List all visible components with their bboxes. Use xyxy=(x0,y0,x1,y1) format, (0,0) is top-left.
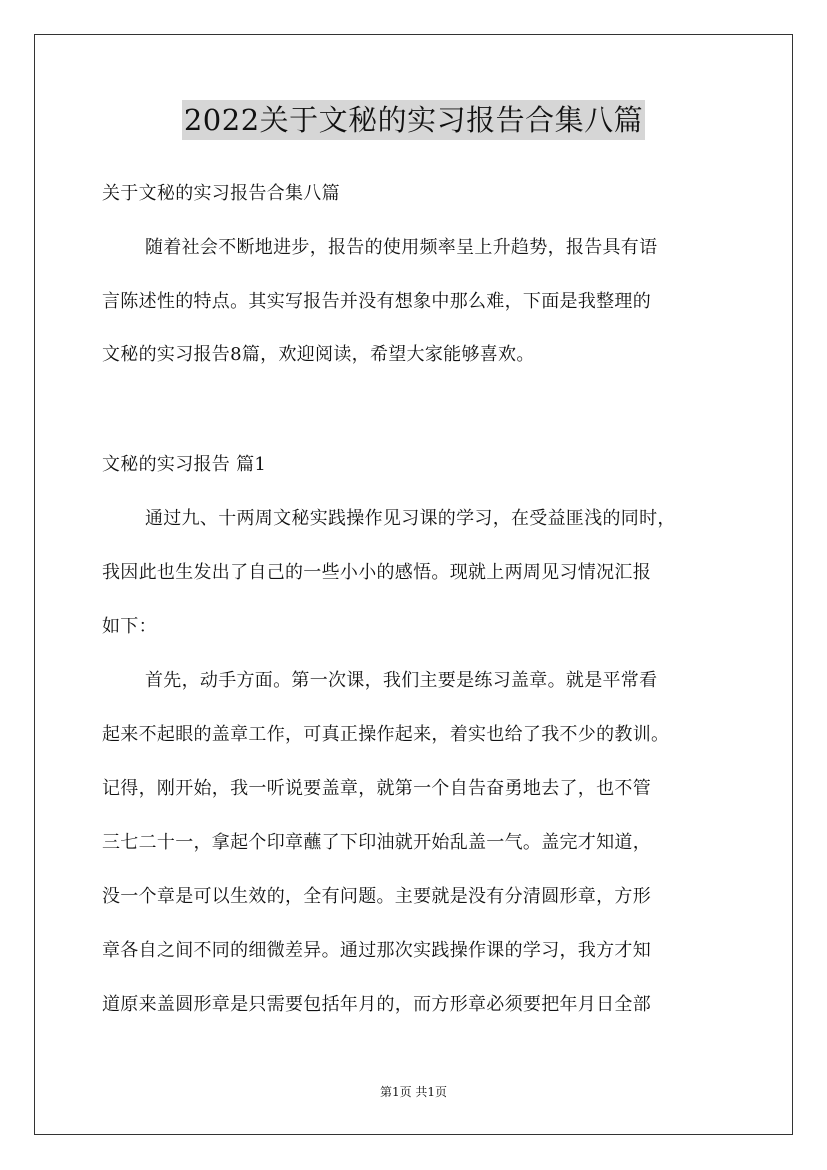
paragraph-line: 通过九、十两周文秘实践操作见习课的学习，在受益匪浅的同时， xyxy=(145,508,676,529)
page-number-footer: 第1页 共1页 xyxy=(379,1085,448,1099)
title-container xyxy=(0,100,827,140)
paragraph-line: 首先，动手方面。第一次课，我们主要是练习盖章。就是平常看 xyxy=(145,670,658,691)
paragraph-line: 记得，刚开始，我一听说要盖章，就第一个自告奋勇地去了，也不管 xyxy=(102,778,651,799)
paragraph-line: 文秘的实习报告8篇，欢迎阅读，希望大家能够喜欢。 xyxy=(102,344,535,365)
paragraph-line: 随着社会不断地进步，报告的使用频率呈上升趋势，报告具有语 xyxy=(145,237,658,258)
section-heading: 文秘的实习报告 篇1 xyxy=(102,454,267,475)
paragraph-line: 三七二十一，拿起个印章蘸了下印油就开始乱盖一气。盖完才知道， xyxy=(102,832,651,853)
paragraph-line: 没一个章是可以生效的，全有问题。主要就是没有分清圆形章，方形 xyxy=(102,886,651,907)
paragraph-line: 如下： xyxy=(102,616,157,637)
paragraph-line: 章各自之间不同的细微差异。通过那次实践操作课的学习，我方才知 xyxy=(102,940,651,961)
subtitle-line: 关于文秘的实习报告合集八篇 xyxy=(102,183,340,204)
paragraph-line: 道原来盖圆形章是只需要包括年月的，而方形章必须要把年月日全部 xyxy=(102,994,651,1015)
paragraph-line: 起来不起眼的盖章工作，可真正操作起来，着实也给了我不少的教训。 xyxy=(102,724,670,745)
document-title: 2022关于文秘的实习报告合集八篇 xyxy=(182,100,645,140)
paragraph-line: 我因此也生发出了自己的一些小小的感悟。现就上两周见习情况汇报 xyxy=(102,562,651,583)
paragraph-line: 言陈述性的特点。其实写报告并没有想象中那么难，下面是我整理的 xyxy=(102,291,651,312)
